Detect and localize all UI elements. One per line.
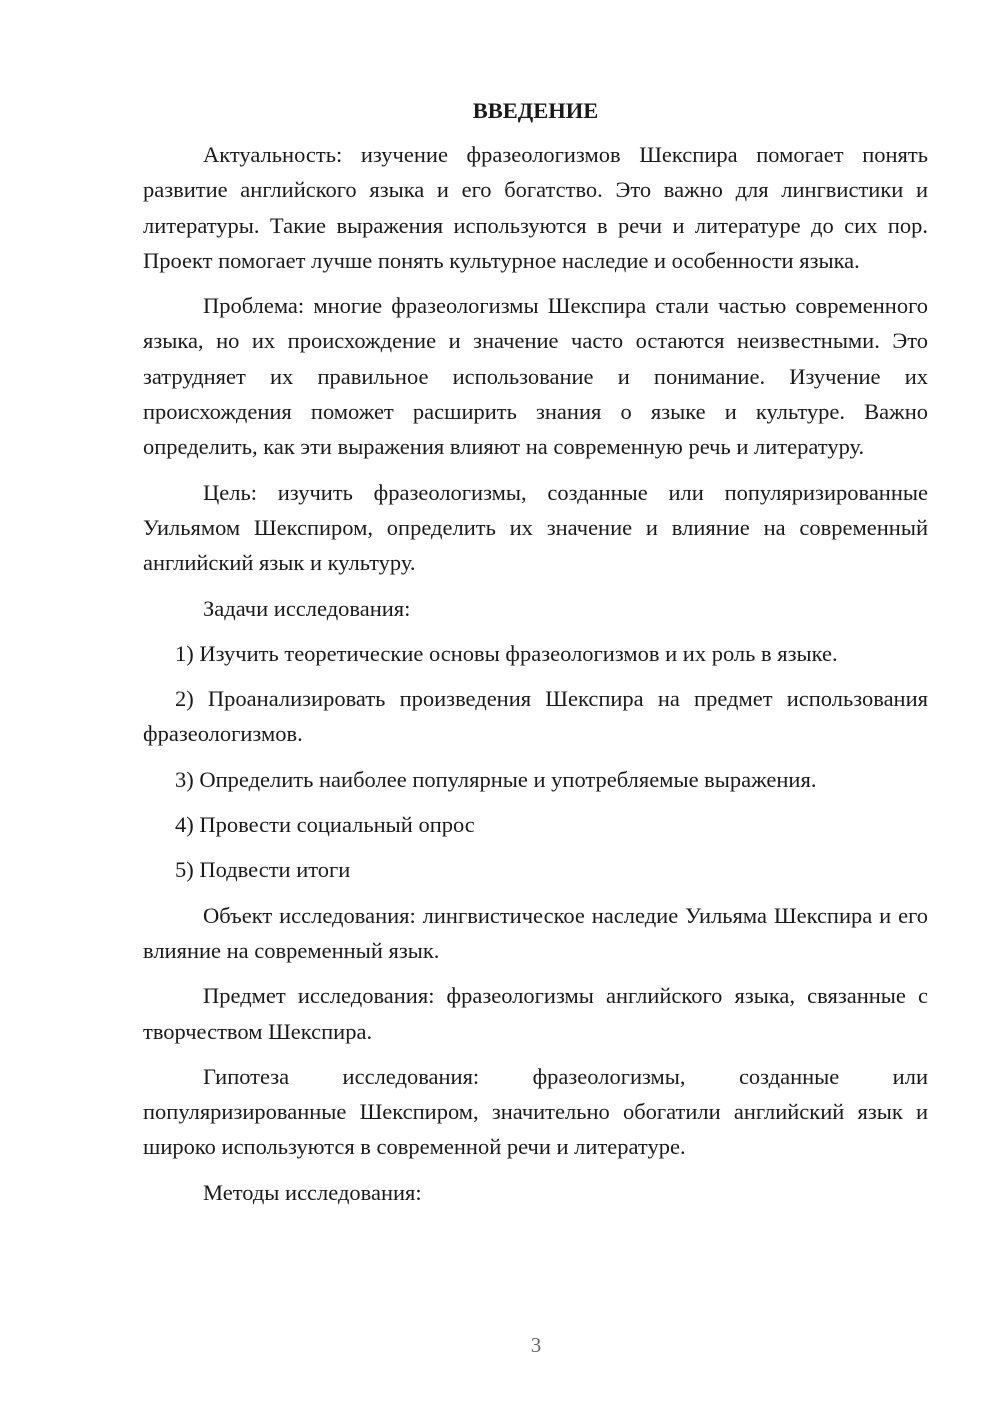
page-content bbox=[143, 96, 928, 1220]
task-item-2: 2) Проанализировать произведения Шекспира на предмет использования фразеологизмов. bbox=[143, 686, 928, 747]
task-item-5: 5) Подвести итоги bbox=[175, 857, 351, 883]
page-number: 3 bbox=[530, 1333, 542, 1357]
problem-paragraph: Проблема: многие фразеологизмы Шекспира стали частью современного языка, но их происхождение и значение часто остаются неизвестными. Это затрудняет их правильное использование и понимание. Изучение их происхождения поможет расширить знания о языке и культуре. Важно определить, как эти выражения влияют на современную речь и литературу. bbox=[143, 293, 928, 460]
task-item-3: 3) Определить наиболее популярные и употребляемые выражения. bbox=[175, 766, 817, 792]
tasks-title: Задачи исследования: bbox=[203, 595, 411, 621]
methods-title: Методы исследования: bbox=[203, 1179, 422, 1205]
subject-paragraph: Предмет исследования: фразеологизмы английского языка, связанные с творчеством Шекспира. bbox=[143, 983, 928, 1044]
task-item-4: 4) Провести социальный опрос bbox=[175, 812, 475, 838]
hypothesis-paragraph: Гипотеза исследования: фразеологизмы, созданные или популяризированные Шекспиром, значительно обогатили английский язык и широко используются в современной речи и литературе. bbox=[143, 1063, 928, 1160]
section-heading: ВВЕДЕНИЕ bbox=[472, 98, 599, 123]
goal-paragraph: Цель: изучить фразеологизмы, созданные или популяризированные Уильямом Шекспиром, определить их значение и влияние на современный английский язык и культуру. bbox=[143, 479, 928, 576]
task-item-1: 1) Изучить теоретические основы фразеологизмов и их роль в языке. bbox=[175, 640, 838, 666]
object-paragraph: Объект исследования: лингвистическое наследие Уильяма Шекспира и его влияние на современный язык. bbox=[143, 902, 928, 963]
relevance-paragraph: Актуальность: изучение фразеологизмов Шекспира помогает понять развитие английского языка и его богатство. Это важно для лингвистики и литературы. Такие выражения используются в речи и литературе до сих пор. Проект помогает лучше понять культурное наследие и особенности языка. bbox=[143, 142, 928, 273]
